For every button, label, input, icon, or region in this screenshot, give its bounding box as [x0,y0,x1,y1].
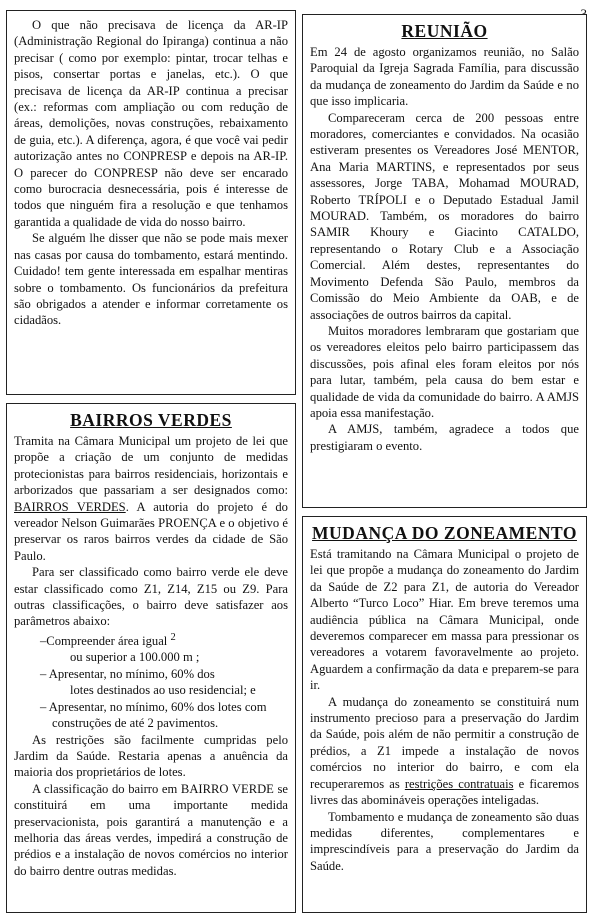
article-paragraph: As restrições são facilmente cumpridas pelo Jardim da Saúde. Restaria apenas a anuência da maioria dos proprietários de lotes. [14,732,288,780]
article-paragraph [14,433,288,564]
article-paragraph: Em 24 de agosto organizamos reunião, no Salão Paroquial da Igreja Sagrada Família, para discussão da mudança de zoneamento do Jardim da Saúde e no que isso implicaria. [310,45,579,109]
paragraph-text: . A autoria do projeto é do vereador Nelson Guimarães PROENÇA e o objetivo é preservar os raros bairros verdes da cidade de São Paulo. [14,499,288,563]
paragraph-text: e ficaremos livres das abomináveis operações inteligadas. [310,776,579,808]
article-paragraph [310,694,579,809]
article-paragraph: A AMJS, também, agradece a todos que prestigiaram o evento. [310,422,579,453]
article-paragraph: Está tramitando na Câmara Municipal o projeto de lei que propõe a mudança do zoneamento do Jardim da Saúde de Z2 para Z1, de autoria do Vereador Alberto “Turco Loco” Hiar. Em breve teremos uma audiência pública na Câmara Municipal, onde deveremos comparecer em massa para pressionar os vereadores a votarem favoravelmente ao projeto. Aguardem a confirmação da data e preparem-se para ir. [310,547,579,693]
article-paragraph: Para ser classificado como bairro verde ele deve estar classificado como Z1, Z14, Z15 ou Z9. Para outras classificações, o bairro deve satisfazer aos parâmetros abaixo: [14,565,288,629]
article-title: REUNIÃO [401,21,488,41]
reuniao-article [302,14,587,508]
bairros-verdes-article [6,403,296,913]
article-paragraph: Compareceram cerca de 200 pessoas entre moradores, comerciantes e convidados. Na ocasião estiveram presentes os Vereadores José MENTOR, Ana Maria MARTINS, e representados por seus assessores, Jorge TABA, Mohamad MOURAD, Roberto TRÍPOLI e o Deputado Estadual Jamil MOURAD. Também, os moradores do bairro SAMIR Khoury e Giacinto CATALDO, representando o Rotary Club e a Associação Comercial. Além destes, representantes do Movimento Defenda São Paulo, membros da Comissão do Meio Ambiente da OAB, e de associações de outros bairros da capital. [310,110,579,322]
restricoes-term: restrições contratuais [404,776,514,791]
bairros-verdes-term: BAIRROS VERDES [14,499,126,514]
criteria-item-continuation: lotes destinados ao uso residencial; e [70,683,256,698]
criteria-list [40,630,288,732]
criteria-item [40,630,288,650]
paragraph-text: A mudança do zoneamento se constituirá num instrumento precioso para a preservação do Jardim da Saúde, pois além de não permitir a construção de prédios, a Z1 impede a instalação de novos comércios no interior do bairro, e com ela recuperaremos as [310,694,579,791]
paragraph-text: Tramita na Câmara Municipal um projeto de lei que propõe a criação de um conjunto de medidas protecionistas para bairros residenciais, horizontais e arborizados que passariam a ser designados como: [14,434,288,498]
article-title: MUDANÇA DO ZONEAMENTO [312,523,577,543]
area-superscript: 2 [170,631,176,643]
article-paragraph: Tombamento e mudança de zoneamento são duas medidas diferentes, complementares e imprescindíveis para a preservação do Jardim da Saúde. [310,809,579,873]
licenca-article [6,10,296,395]
criteria-item: – Apresentar, no mínimo, 60% dos [40,666,215,681]
article-paragraph: Se alguém lhe disser que não se pode mais mexer nas casas por causa do tombamento, estará mentindo. Cuidado! tem gente interessada em espalhar mentiras sobre o tombamento. Os funcionários da prefeitura são obrigados a atender e informar corretamente os cidadãos. [14,231,288,328]
criteria-item: – Apresentar, no mínimo, 60% dos lotes com construções de até 2 pavimentos. [40,699,267,731]
mudanca-zoneamento-article [302,516,587,913]
criteria-item-continuation: ou superior a 100.000 m ; [70,650,200,665]
criteria-text: –Compreender área igual [40,634,171,649]
article-paragraph: O que não precisava de licença da AR-IP (Administração Regional do Ipiranga) continua a não precisar ( como por exemplo: pintar, trocar telhas e pisos, consertar portas e janelas, etc.). O que precisava de licença da AR-IP continua a precisar (ex.: reformas com ampliação ou com redução de áreas, demolições, novas construções, rebaixamento de guia, etc.). A diferença, agora, é que você vai pedir autorização antes no CONPRESP e depois na AR-IP. O parecer do CONPRESP não deve ser encarado como burocracia desnecessária, pois é interesse de todos que ninguém fira a resolução e que tenhamos garantida a qualidade de vida do nosso bairro. [14,18,288,229]
article-title: BAIRROS VERDES [70,410,232,430]
article-paragraph: A classificação do bairro em BAIRRO VERDE se constituirá em uma importante medida preservacionista, pois garantirá a manutenção e a melhoria das áreas verdes, impedirá a construção de prédios e a instalação de novos comércios no interior do bairro dentre outras medidas. [14,781,288,878]
article-paragraph: Muitos moradores lembraram que gostariam que os vereadores eleitos pelo bairro participassem das discussões, pois afinal eles foram eleitos por nós para lutar, também, pela causa do bem estar e qualidade de vida da comunidade do bairro. A AMJS apoia essa manifestação. [310,323,579,420]
